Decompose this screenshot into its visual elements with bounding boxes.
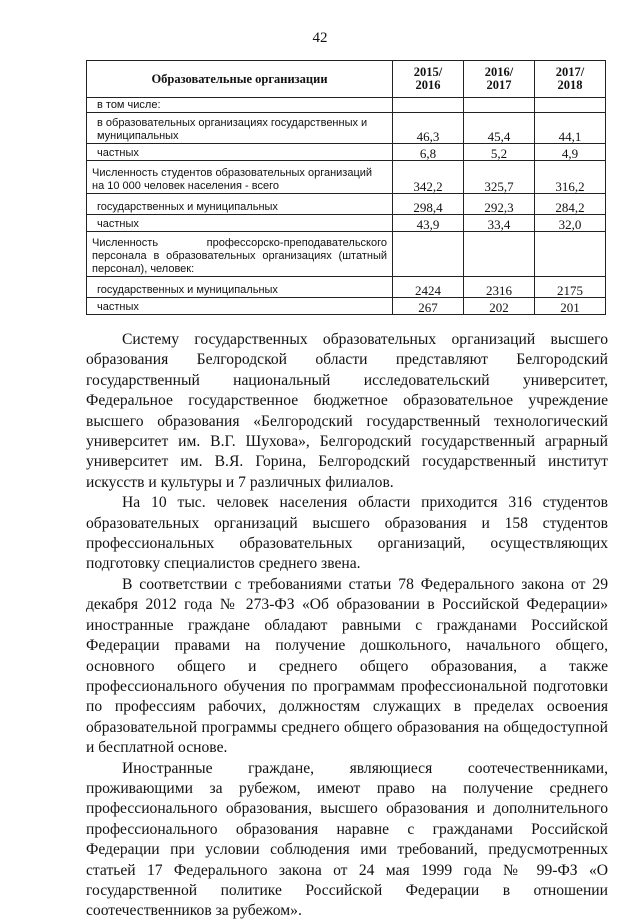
year-label: 2017/ 2018	[555, 65, 585, 92]
table-row	[87, 161, 606, 194]
row-label: государственных и муниципальных	[87, 277, 393, 298]
row-value: 5,2	[464, 144, 535, 161]
column-header-year	[535, 61, 606, 98]
row-value: 2175	[535, 277, 606, 298]
table-header-row	[87, 61, 606, 98]
page-number: 42	[312, 30, 328, 46]
row-value: 33,4	[464, 215, 535, 232]
row-value: 325,7	[464, 161, 535, 194]
table-row	[87, 194, 606, 215]
row-value: 6,8	[393, 144, 464, 161]
row-value: 2316	[464, 277, 535, 298]
column-header-organizations: Образовательные организации	[87, 61, 393, 98]
table-row	[87, 232, 606, 277]
row-value	[464, 232, 535, 277]
row-value: 316,2	[535, 161, 606, 194]
row-value: 2424	[393, 277, 464, 298]
row-value	[393, 232, 464, 277]
row-value	[535, 98, 606, 113]
paragraph: Иностранные граждане, являющиеся соотечественниками, проживающими за рубежом, имеют право на получение среднего профессионального образования, высшего образования и дополнительного профессионального образования наравне с гражданами Российской Федерации при условии соблюдения ими требований, предусмотренных статьей 17 Федерального закона от 24 мая 1999 года № 99-ФЗ «О государственной политике Российской Федерации в отношении соотечественников за рубежом».	[86, 759, 608, 920]
row-value: 284,2	[535, 194, 606, 215]
table-row	[87, 277, 606, 298]
row-value: 202	[464, 298, 535, 315]
row-label: в том числе:	[87, 98, 393, 113]
table-row	[87, 98, 606, 113]
row-value: 267	[393, 298, 464, 315]
table-row	[87, 298, 606, 315]
column-header-year	[393, 61, 464, 98]
row-value: 4,9	[535, 144, 606, 161]
row-value: 201	[535, 298, 606, 315]
row-value: 342,2	[393, 161, 464, 194]
row-label: Численность профессорско-преподавательского персонала в образовательных организациях (штатный персонал), человек:	[87, 232, 393, 277]
row-label: Численность студентов образовательных организаций на 10 000 человек населения - всего	[87, 161, 393, 194]
row-value: 45,4	[464, 113, 535, 144]
row-label: частных	[87, 215, 393, 232]
row-label: в образовательных организациях государственных и муниципальных	[87, 113, 393, 144]
body-text	[86, 330, 608, 922]
row-value	[535, 232, 606, 277]
column-header-year	[464, 61, 535, 98]
row-label: частных	[87, 144, 393, 161]
row-value: 46,3	[393, 113, 464, 144]
row-value: 43,9	[393, 215, 464, 232]
table-row	[87, 113, 606, 144]
year-label: 2016/ 2017	[484, 65, 514, 92]
year-label: 2015/ 2016	[413, 65, 443, 92]
table-row	[87, 144, 606, 161]
row-label: государственных и муниципальных	[87, 194, 393, 215]
row-label: частных	[87, 298, 393, 315]
row-value	[393, 98, 464, 113]
row-value: 292,3	[464, 194, 535, 215]
row-value: 32,0	[535, 215, 606, 232]
paragraph: На 10 тыс. человек населения области приходится 316 студентов образовательных организаций высшего образования и 158 студентов профессиональных образовательных организаций, осуществляющих подготовку специалистов среднего звена.	[86, 494, 608, 573]
row-value	[464, 98, 535, 113]
education-statistics-table	[86, 60, 606, 315]
row-value: 298,4	[393, 194, 464, 215]
row-value: 44,1	[535, 113, 606, 144]
paragraph: В соответствии с требованиями статьи 78 Федерального закона от 29 декабря 2012 года № 273-ФЗ «Об образовании в Российской Федерации» иностранные граждане обладают равными с гражданами Российской Федерации правами на получение дошкольного, начального общего, основного общего и среднего общего образования, а также профессионального обучения по программам профессиональной подготовки по профессиям рабочих, должностям служащих в пределах освоения образовательной программы среднего общего образования на общедоступной и бесплатной основе.	[86, 575, 608, 757]
table-row	[87, 215, 606, 232]
paragraph: Систему государственных образовательных организаций высшего образования Белгородской области представляют Белгородский государственный национальный исследовательский университет, Федеральное государственное бюджетное образовательное учреждение высшего образования «Белгородский государственный технологический университет им. В.Г. Шухова», Белгородский государственный аграрный университет им. В.Я. Горина, Белгородский государственный институт искусств и культуры и 7 различных филиалов.	[86, 331, 608, 491]
